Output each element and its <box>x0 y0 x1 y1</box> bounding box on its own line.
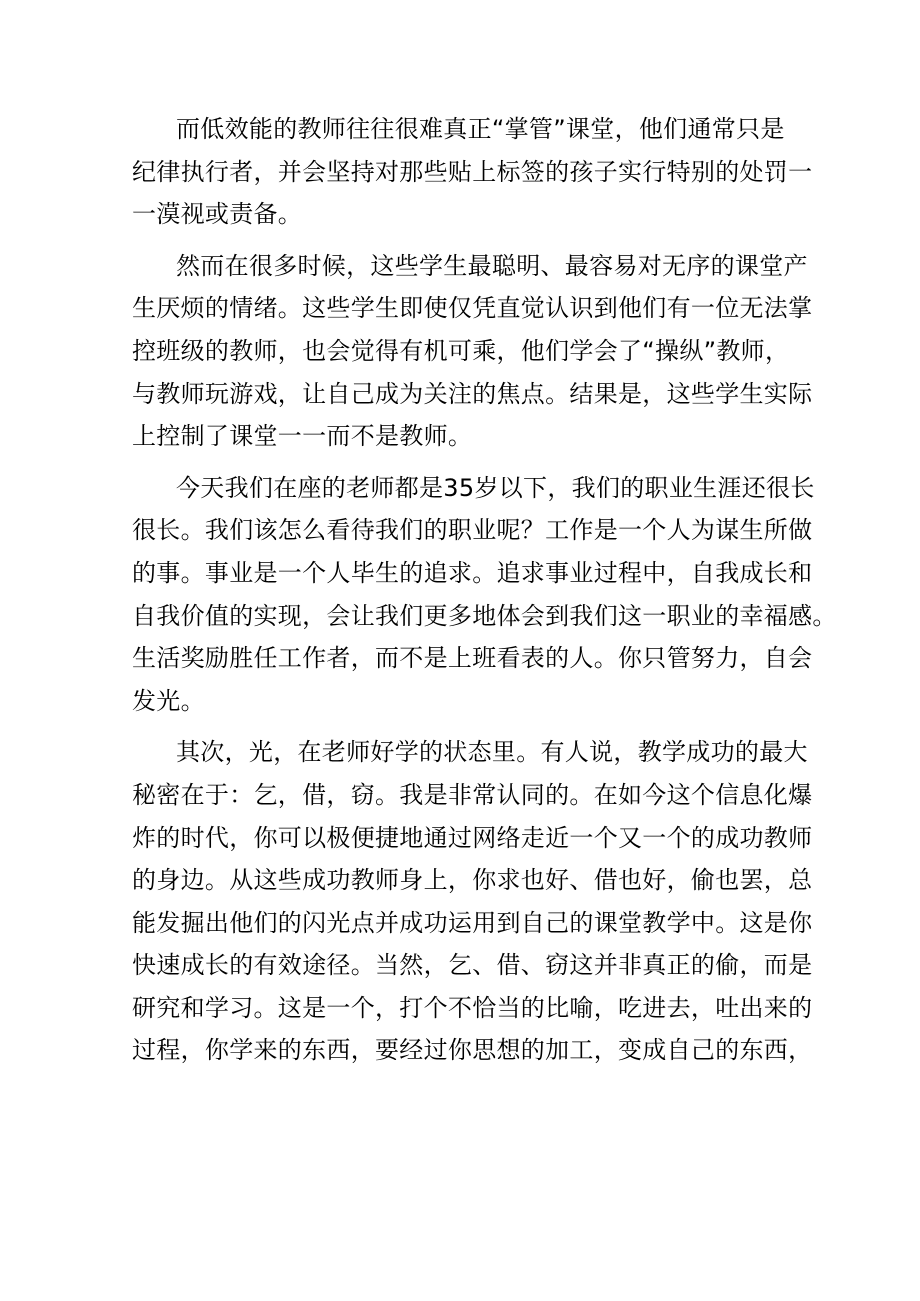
paragraph-1 <box>132 108 813 236</box>
text-line: 研究和学习。这是一个，打个不恰当的比喻，吃进去，吐出来的 <box>132 993 813 1022</box>
text-line: 秘密在于：乞，借，窃。我是非常认同的。在如今这个信息化爆 <box>132 780 813 809</box>
text-line: 炸的时代，你可以极便捷地通过网络走近一个又一个的成功教师 <box>132 823 813 852</box>
text-line: 今天我们在座的老师都是35岁以下，我们的职业生涯还很长 <box>176 473 815 502</box>
text-line: 控班级的教师，也会觉得有机可乘，他们学会了“操纵”教师， <box>132 336 790 365</box>
text-line: 生活奖励胜任工作者，而不是上班看表的人。你只管努力，自会 <box>132 644 813 673</box>
text-line: 而低效能的教师往往很难真正“掌管”课堂，他们通常只是 <box>176 115 785 143</box>
text-line: 的事。事业是一个人毕生的追求。追求事业过程中，自我成长和 <box>132 558 813 587</box>
text-line: 自我价值的实现，会让我们更多地体会到我们这一职业的幸福感。 <box>132 601 837 630</box>
text-line: 的身边。从这些成功教师身上，你求也好、借也好，偷也罢，总 <box>132 866 813 895</box>
text-line: 生厌烦的情绪。这些学生即使仅凭直觉认识到他们有一位无法掌 <box>132 294 813 323</box>
text-line: 与教师玩游戏，让自己成为关注的焦点。结果是，这些学生实际 <box>132 379 813 408</box>
text-line: 上控制了课堂一一而不是教师。 <box>132 422 473 451</box>
document-body <box>132 108 837 1072</box>
text-line: 很长。我们该怎么看待我们的职业呢？工作是一个人为谋生所做 <box>132 516 813 545</box>
text-line: 发光。 <box>132 686 205 715</box>
text-line: 能发掘出他们的闪光点并成功运用到自己的课堂教学中。这是你 <box>132 908 813 937</box>
paragraph-2 <box>132 245 813 458</box>
text-line: 然而在很多时候，这些学生最聪明、最容易对无序的课堂产 <box>176 251 808 280</box>
text-line: 快速成长的有效途径。当然，乞、借、窃这并非真正的偷，而是 <box>132 951 813 980</box>
text-line: 其次，光，在老师好学的状态里。有人说，教学成功的最大 <box>176 738 808 767</box>
text-line: 纪律执行者，并会坚持对那些贴上标签的孩子实行特别的处罚一 <box>132 157 813 186</box>
text-line: 一漠视或责备。 <box>132 200 303 229</box>
paragraph-3 <box>132 467 837 723</box>
text-line: 过程，你学来的东西，要经过你思想的加工，变成自己的东西， <box>132 1036 813 1065</box>
paragraph-4 <box>132 731 813 1072</box>
